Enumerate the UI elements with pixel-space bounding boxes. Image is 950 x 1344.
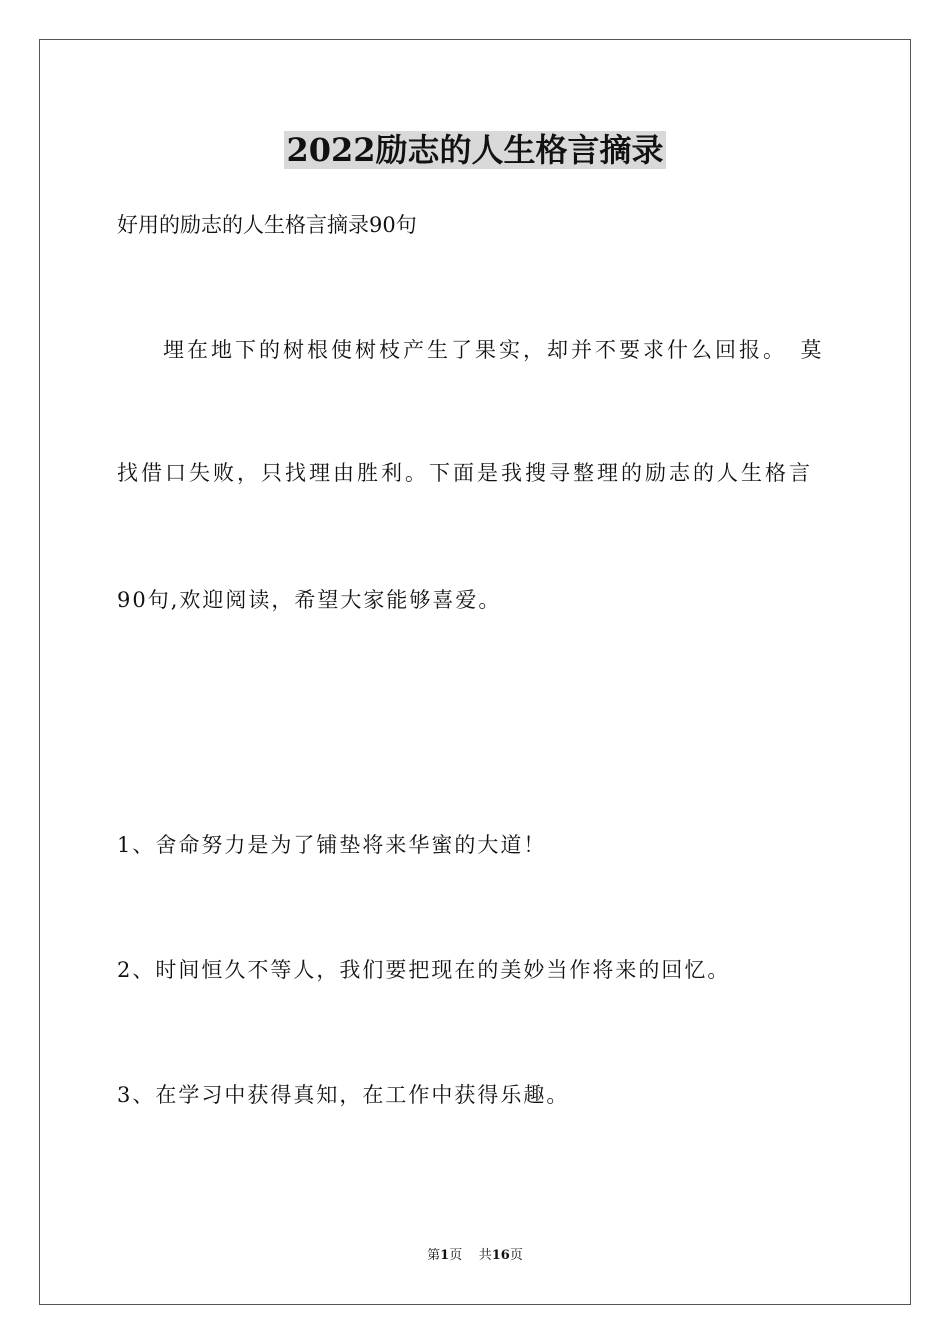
document-title [0, 128, 950, 172]
quote-item-3: 3、在学习中获得真知，在工作中获得乐趣。 [117, 1083, 570, 1107]
total-prefix: 共 [478, 1248, 492, 1263]
document-subtitle: 好用的励志的人生格言摘录90句 [117, 213, 417, 237]
intro-line-2: 找借口失败，只找理由胜利。下面是我搜寻整理的励志的人生格言 [117, 461, 813, 485]
page-suffix: 页 [449, 1248, 463, 1263]
page-prefix: 第 [427, 1248, 441, 1263]
total-pages: 16 [491, 1248, 510, 1263]
quote-item-1: 1、舍命努力是为了铺垫将来华蜜的大道！ [117, 833, 547, 857]
page-footer [0, 1247, 950, 1265]
total-suffix: 页 [509, 1248, 523, 1263]
document-title-text: 2022励志的人生格言摘录 [286, 131, 664, 169]
quote-item-2: 2、时间恒久不等人，我们要把现在的美妙当作将来的回忆。 [117, 958, 731, 982]
intro-line-3: 90句,欢迎阅读，希望大家能够喜爱。 [117, 588, 502, 612]
intro-line-1: 埋在地下的树根使树枝产生了果实，却并不要求什么回报。 莫 [163, 338, 825, 362]
page-number: 1 [440, 1248, 450, 1263]
